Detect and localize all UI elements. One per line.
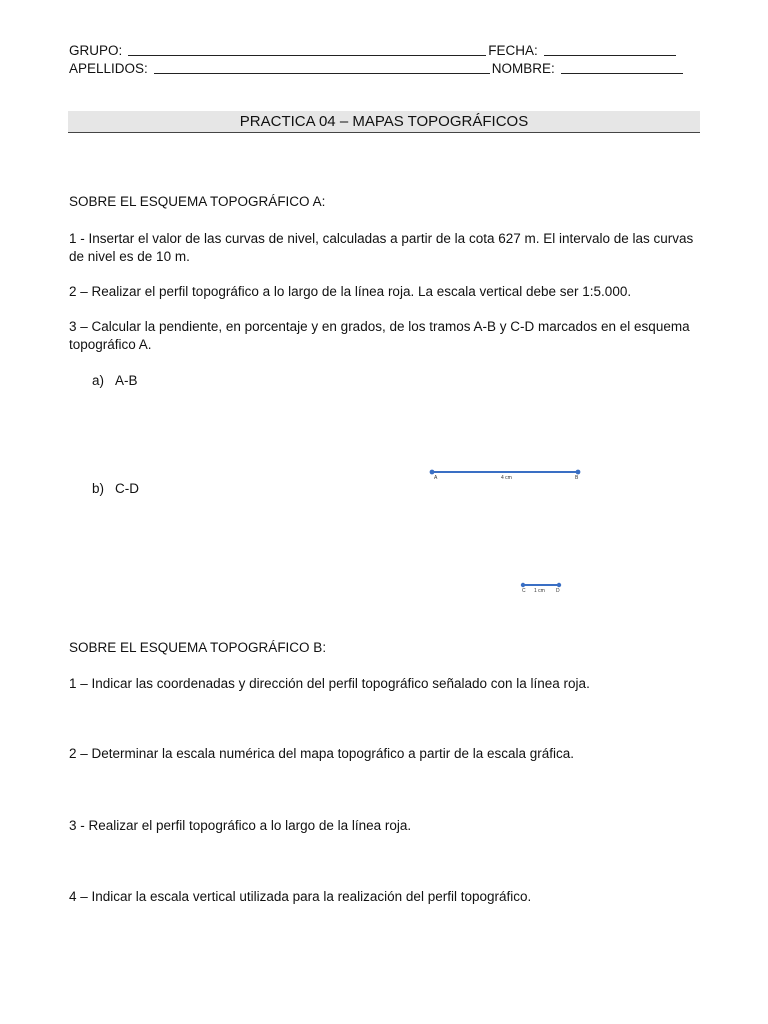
section-a-question-2: 2 – Realizar el perfil topográfico a lo largo de la línea roja. La escala vertical debe ser 1:5.000.: [69, 284, 632, 299]
segment-cd: [518, 579, 566, 595]
apellidos-field[interactable]: [154, 60, 490, 74]
fecha-label: FECHA:: [488, 43, 538, 58]
fecha-field[interactable]: [544, 42, 676, 56]
point-d-marker: [557, 583, 561, 587]
section-b-question-1: 1 – Indicar las coordenadas y dirección del perfil topográfico señalado con la línea roja.: [69, 676, 590, 691]
list-item-letter: a): [92, 373, 105, 388]
segment-ab: [426, 466, 586, 482]
grupo-field[interactable]: [128, 42, 486, 56]
point-d-label: D: [556, 588, 560, 594]
page-title: PRACTICA 04 – MAPAS TOPOGRÁFICOS: [68, 111, 700, 133]
section-b-heading: SOBRE EL ESQUEMA TOPOGRÁFICO B:: [69, 640, 327, 655]
point-a-marker: [430, 470, 435, 475]
grupo-label: GRUPO:: [69, 43, 123, 58]
list-item-text: C-D: [115, 481, 139, 496]
header-row-1: [69, 42, 691, 60]
apellidos-label: APELLIDOS:: [69, 61, 148, 76]
point-c-label: C: [522, 588, 526, 594]
section-b-question-4: 4 – Indicar la escala vertical utilizada para la realización del perfil topográfico.: [69, 889, 532, 904]
nombre-field[interactable]: [561, 60, 683, 74]
header-row-2: [69, 60, 691, 78]
section-b-question-3: 3 - Realizar el perfil topográfico a lo largo de la línea roja.: [69, 818, 412, 833]
point-b-marker: [576, 470, 581, 475]
segment-cd-length: 1 cm: [534, 588, 545, 594]
section-a-heading: SOBRE EL ESQUEMA TOPOGRÁFICO A:: [69, 194, 326, 209]
section-a-question-1: 1 - Insertar el valor de las curvas de nivel, calculadas a partir de la cota 627 m. El intervalo de las curvas de nivel es de 10 m.: [69, 231, 694, 264]
list-item-letter: b): [92, 481, 105, 496]
point-b-label: B: [575, 475, 579, 481]
nombre-label: NOMBRE:: [491, 61, 555, 76]
section-a-question-3: 3 – Calcular la pendiente, en porcentaje y en grados, de los tramos A-B y C-D marcados en el esquema topográfico A.: [69, 319, 690, 352]
section-b-question-2: 2 – Determinar la escala numérica del mapa topográfico a partir de la escala gráfica.: [69, 746, 575, 761]
list-item-text: A-B: [115, 373, 138, 388]
point-c-marker: [521, 583, 525, 587]
point-a-label: A: [434, 475, 438, 481]
segment-ab-length: 4 cm: [501, 475, 512, 481]
